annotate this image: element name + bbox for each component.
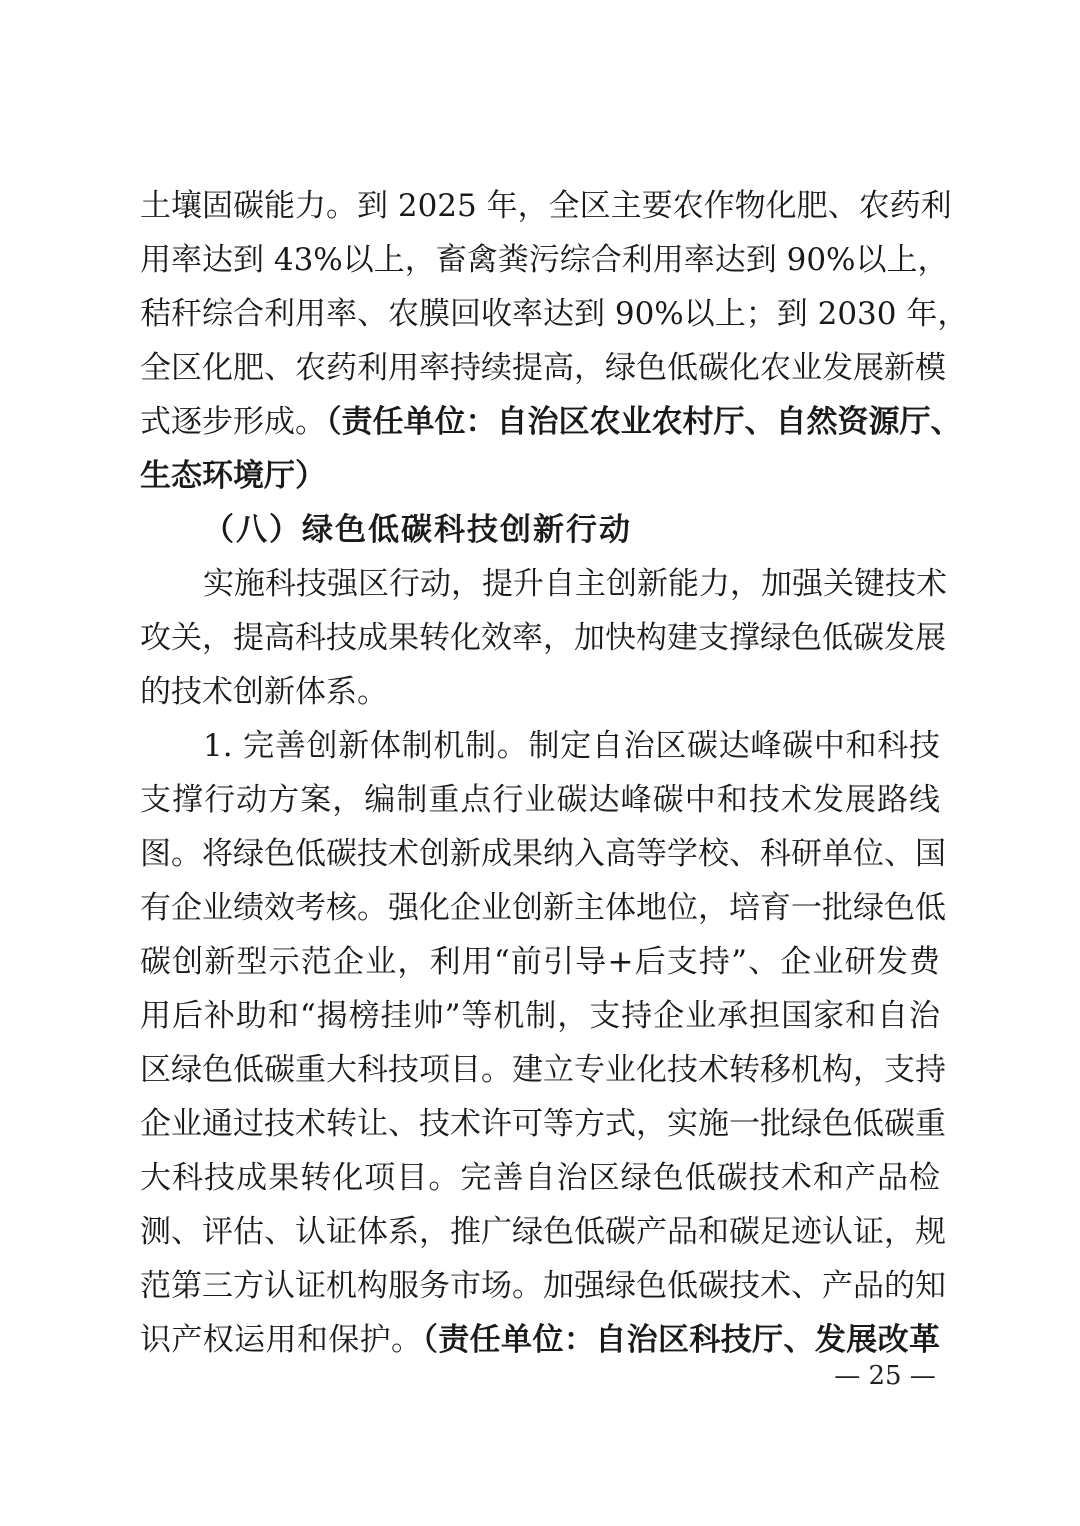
paragraph-line: 碳创新型示范企业，利用“前引导+后支持”、企业研发费 [140,944,940,980]
paragraph-text: 识产权运用和保护。 [140,1322,423,1358]
responsible-unit-text: （责任单位：自治区农业农村厅、自然资源厅、 [326,404,962,440]
paragraph-line: 范第三方认证机构服务市场。加强绿色低碳技术、产品的知 [140,1268,946,1304]
paragraph-line: 用后补助和“揭榜挂帅”等机制，支持企业承担国家和自治 [140,998,940,1034]
paragraph-line: 区绿色低碳重大科技项目。建立专业化技术转移机构，支持 [140,1052,946,1088]
paragraph-line: 实施科技强区行动，提升自主创新能力，加强关键技术 [203,566,947,602]
paragraph-line: 企业通过技术转让、技术许可等方式，实施一批绿色低碳重 [140,1106,946,1142]
paragraph-line: 攻关，提高科技成果转化效率，加快构建支撑绿色低碳发展 [140,620,946,656]
paragraph-line: 全区化肥、农药利用率持续提高，绿色低碳化农业发展新模 [140,350,946,386]
paragraph-line: 用率达到 43%以上，畜禽粪污综合利用率达到 90%以上， [140,242,949,278]
paragraph-line: 1. 完善创新体制机制。制定自治区碳达峰碳中和科技 [203,728,940,764]
paragraph-line [140,404,962,440]
paragraph-line [140,1322,940,1358]
paragraph-line: 秸秆综合利用率、农膜回收率达到 90%以上；到 2030 年， [140,296,969,332]
paragraph-line: 土壤固碳能力。到 2025 年，全区主要农作物化肥、农药利 [140,188,952,224]
responsible-unit-text: （责任单位：自治区科技厅、发展改革 [422,1322,941,1358]
paragraph-line: 大科技成果转化项目。完善自治区绿色低碳技术和产品检 [140,1160,940,1196]
paragraph-line: 的技术创新体系。 [140,674,388,710]
paragraph-line [140,458,940,494]
responsible-unit-text: 生态环境厅） [140,458,326,494]
paragraph-line: 测、评估、认证体系，推广绿色低碳产品和碳足迹认证，规 [140,1214,946,1250]
paragraph-line: 支撑行动方案，编制重点行业碳达峰碳中和技术发展路线 [140,782,940,818]
paragraph-line: 图。将绿色低碳技术创新成果纳入高等学校、科研单位、国 [140,836,946,872]
section-heading: （八）绿色低碳科技创新行动 [203,512,632,548]
page-number: — 25 — [834,1361,936,1391]
paragraph-text: 式逐步形成。 [140,404,326,440]
paragraph-line: 有企业绩效考核。强化企业创新主体地位，培育一批绿色低 [140,890,946,926]
